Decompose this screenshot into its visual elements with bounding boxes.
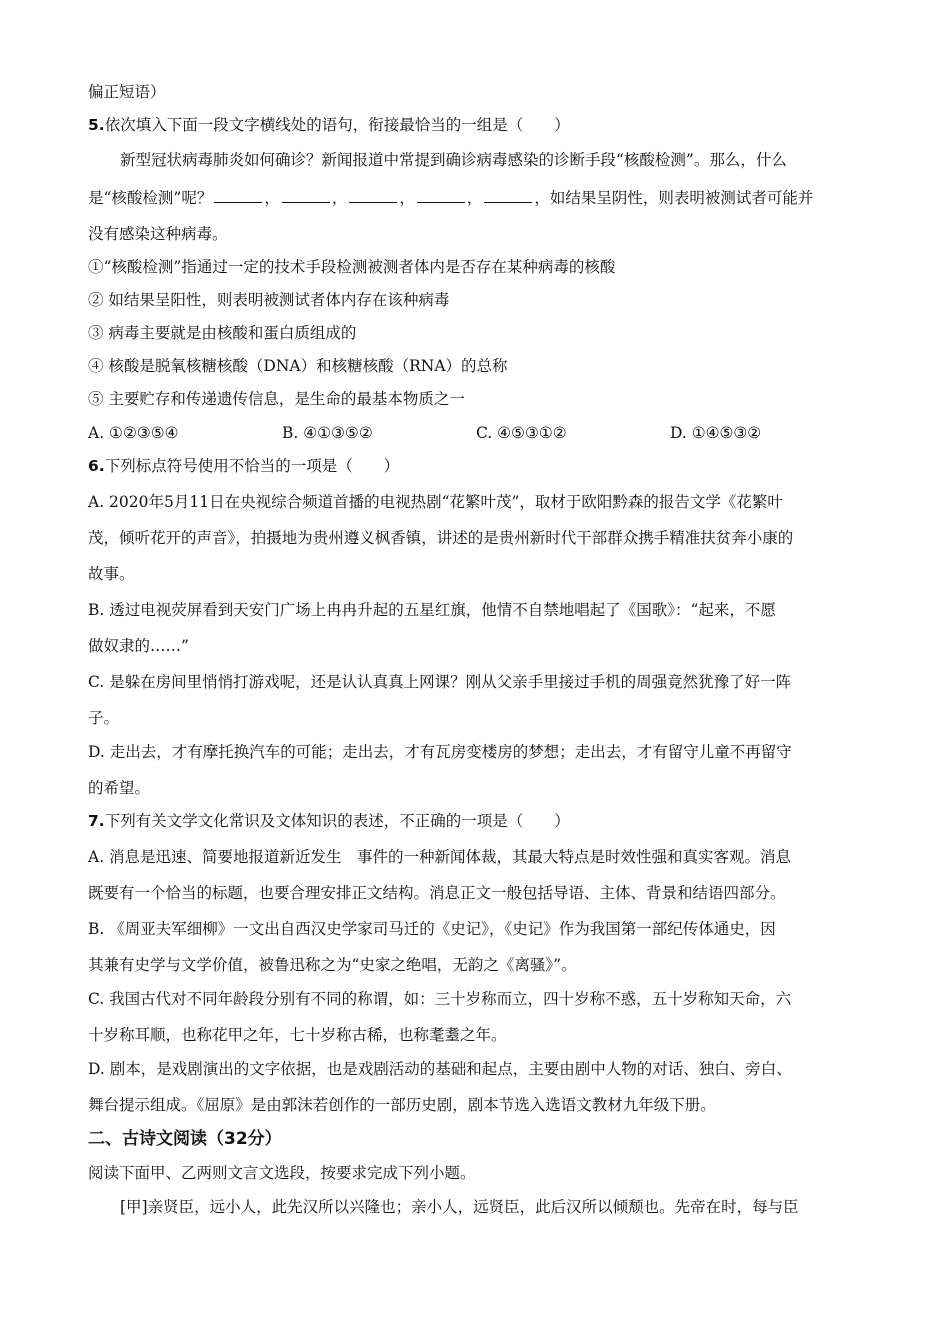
question-number: 7. <box>88 812 105 830</box>
blank-line <box>214 188 262 203</box>
sentence-4: ④ 核酸是脱氧核糖核酸（DNA）和核糖核酸（RNA）的总称 <box>88 357 508 375</box>
option-b-line: B. 《周亚夫军细柳》一文出自西汉史学家司马迁的《史记》，《史记》作为我国第一部纪传体通史，因 <box>88 920 776 938</box>
question-number: 6. <box>88 457 105 475</box>
passage-line: 新型冠状病毒肺炎如何确诊？新闻报道中常提到确诊病毒感染的诊断手段“核酸检测”。那么，什么 <box>120 151 787 169</box>
blank-line <box>282 188 330 203</box>
option-d-line: D. 走出去，才有摩托换汽车的可能；走出去，才有瓦房变楼房的梦想；走出去，才有留守儿童不再留守 <box>88 743 792 761</box>
passage-text: 是“核酸检测”呢？ <box>88 189 213 207</box>
passage-line-with-blanks: 是“核酸检测”呢？ ， ， ， ， ，如结果呈阴性，则表明被测试者可能并 <box>88 189 814 207</box>
question-text: 下列标点符号使用不恰当的一项是（ ） <box>104 457 400 475</box>
option-c: C. ④⑤③①② <box>476 424 567 442</box>
question-6-stem <box>88 456 399 476</box>
option-c-line: C. 我国古代对不同年龄段分别有不同的称谓，如：三十岁称而立，四十岁称不惑，五十岁称知天命，六 <box>88 990 792 1008</box>
option-c-line: C. 是躲在房间里悄悄打游戏呢，还是认认真真上网课？刚从父亲手里接过手机的周强竟然犹豫了好一阵 <box>88 673 792 691</box>
blank-line <box>484 188 532 203</box>
option-a-line: A. 消息是迅速、简要地报道新近发生 事件的一种新闻体裁，其最大特点是时效性强和真实客观。消息 <box>88 848 792 866</box>
blank-line <box>417 188 465 203</box>
sentence-2: ② 如结果呈阳性，则表明被测试者体内存在该种病毒 <box>88 291 450 309</box>
question-text: 依次填入下面一段文字横线处的语句，衔接最恰当的一组是（ ） <box>104 116 570 134</box>
option-d-line: 的希望。 <box>88 779 151 797</box>
sentence-3: ③ 病毒主要就是由核酸和蛋白质组成的 <box>88 324 357 342</box>
option-a-line: 既要有一个恰当的标题，也要合理安排正文结构。消息正文一般包括导语、主体、背景和结语四部分。 <box>88 884 786 902</box>
option-a-line: 故事。 <box>88 565 135 583</box>
question-5-stem <box>88 115 570 135</box>
question-7-stem <box>88 811 570 831</box>
option-d-line: 舞台提示组成。《屈原》是由郭沫若创作的一部历史剧，剧本节选入选语文教材九年级下册。 <box>88 1096 716 1114</box>
question-number: 5. <box>88 116 105 134</box>
option-b: B. ④①③⑤② <box>282 424 373 442</box>
option-c-line: 子。 <box>88 709 120 727</box>
passage-line: 没有感染这种病毒。 <box>88 225 228 243</box>
sentence-5: ⑤ 主要贮存和传递遗传信息，是生命的最基本物质之一 <box>88 390 465 408</box>
question-text: 下列有关文学文化常识及文体知识的表述，不正确的一项是（ ） <box>104 812 570 830</box>
blank-line <box>349 188 397 203</box>
reading-intro: 阅读下面甲、乙两则文言文选段，按要求完成下列小题。 <box>88 1164 476 1182</box>
option-d: D. ①④⑤③② <box>670 424 762 442</box>
passage-jia: [甲]亲贤臣，远小人，此先汉所以兴隆也；亲小人，远贤臣，此后汉所以倾颓也。先帝在时，每与臣 <box>120 1198 799 1216</box>
option-a: A. ①②③⑤④ <box>88 424 179 442</box>
option-b-line: B. 透过电视荧屏看到天安门广场上冉冉升起的五星红旗，他情不自禁地唱起了《国歌》：“起来，不愿 <box>88 601 776 619</box>
option-d-line: D. 剧本，是戏剧演出的文字依据，也是戏剧活动的基础和起点，主要由剧中人物的对话、独白、旁白、 <box>88 1060 792 1078</box>
option-b-line: 做奴隶的……” <box>88 637 189 655</box>
section-heading: 二、古诗文阅读（32分） <box>88 1129 282 1149</box>
text-line: 偏正短语） <box>88 83 166 101</box>
passage-text: ，如结果呈阴性，则表明被测试者可能并 <box>534 189 814 207</box>
option-a-line: 茂，倾听花开的声音》，拍摄地为贵州遵义枫香镇，讲述的是贵州新时代干部群众携手精准扶贫奔小康的 <box>88 529 794 547</box>
option-b-line: 其兼有史学与文学价值，被鲁迅称之为“史家之绝唱，无韵之《离骚》”。 <box>88 956 577 974</box>
option-a-line: A. 2020年5月11日在央视综合频道首播的电视热剧“花繁叶茂”，取材于欧阳黔森的报告文学《花繁叶 <box>88 493 783 511</box>
option-c-line: 十岁称耳顺，也称花甲之年，七十岁称古稀，也称耄耋之年。 <box>88 1026 507 1044</box>
sentence-1: ①“核酸检测”指通过一定的技术手段检测被测者体内是否存在某种病毒的核酸 <box>88 258 616 276</box>
